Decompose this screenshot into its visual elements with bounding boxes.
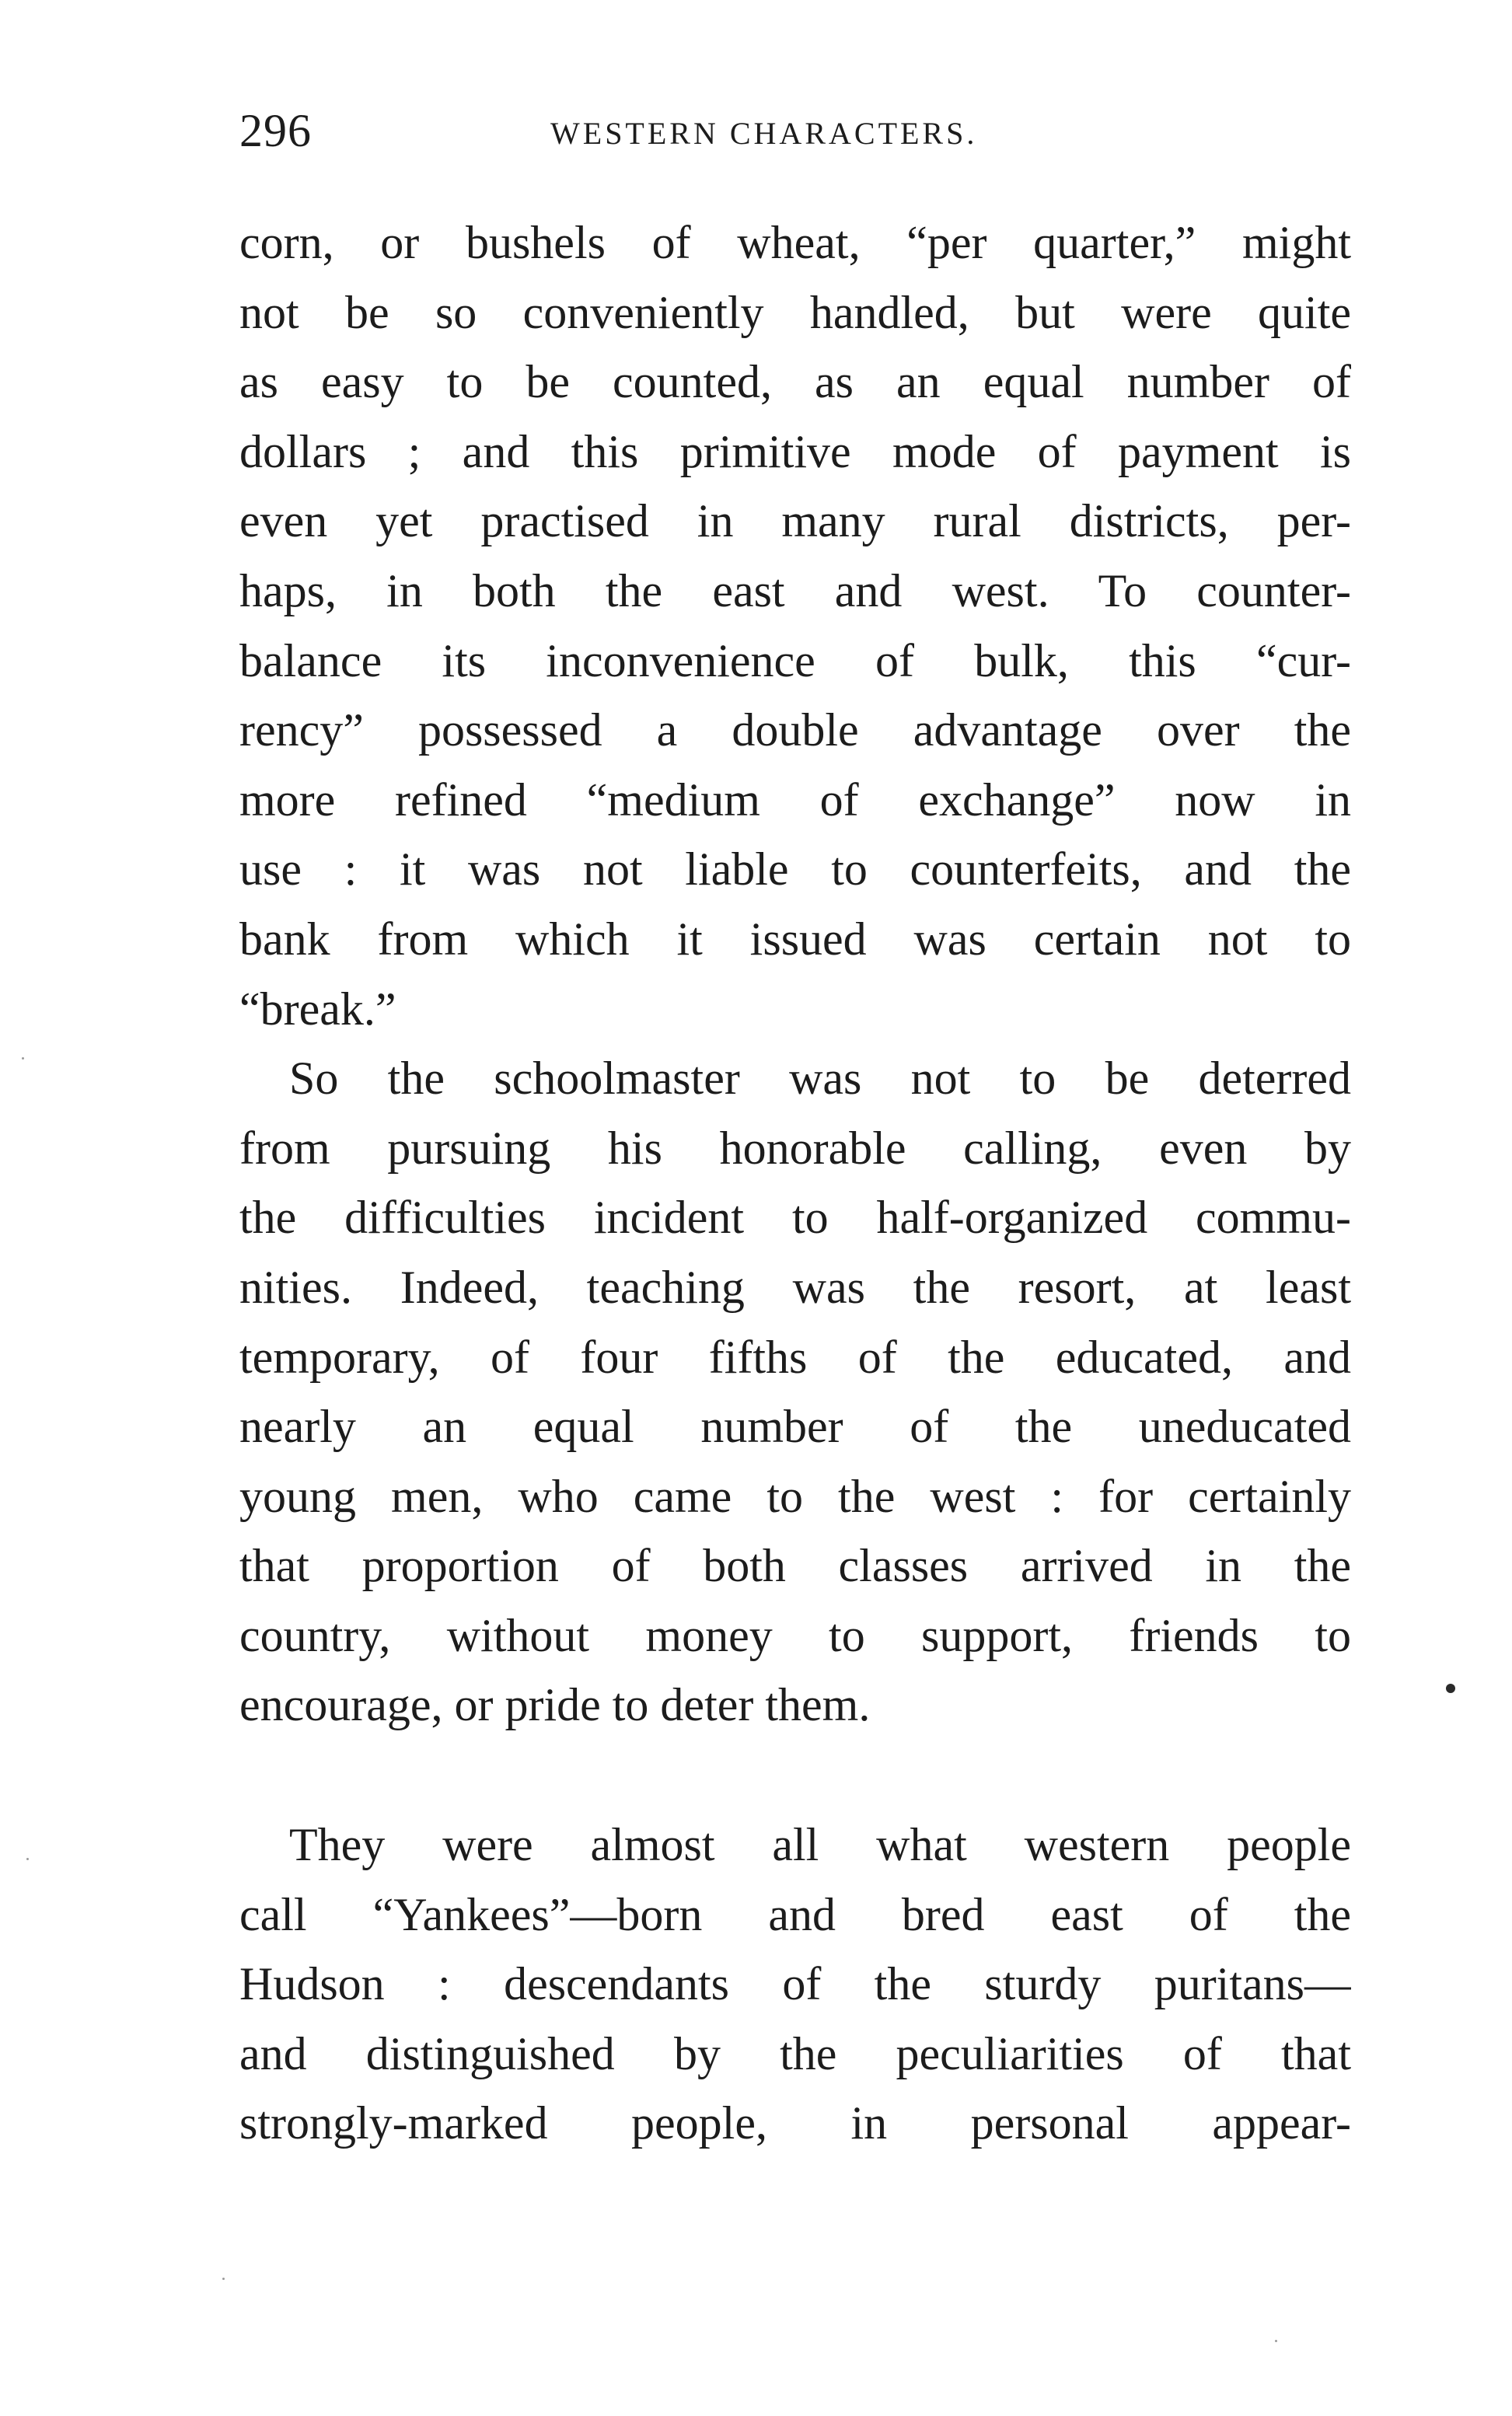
text-line: corn, or bushels of wheat, “per quarter,” might	[239, 217, 1351, 268]
section-gap	[239, 1740, 1351, 1810]
paragraph-3	[239, 1810, 1351, 2159]
text-line: Hudson : descendants of the sturdy puritans—	[239, 1958, 1351, 2010]
ink-dot	[1446, 1684, 1455, 1693]
text-line: rency” possessed a double advantage over the	[239, 704, 1351, 756]
paper-speck	[1275, 2340, 1277, 2342]
text-line: not be so conveniently handled, but were quite	[239, 286, 1351, 338]
text-line: encourage, or pride to deter them.	[239, 1679, 871, 1731]
running-title: WESTERN CHARACTERS.	[550, 116, 978, 151]
text-line: and distinguished by the peculiarities of that	[239, 2027, 1351, 2079]
text-line: dollars ; and this primitive mode of payment is	[239, 425, 1351, 477]
text-line: even yet practised in many rural districts, per-	[239, 495, 1351, 547]
text-line: nities. Indeed, teaching was the resort, at least	[239, 1261, 1351, 1313]
text-line: temporary, of four fifths of the educated, and	[239, 1331, 1351, 1383]
text-line: bank from which it issued was certain not to	[239, 913, 1351, 965]
body-text	[239, 208, 1351, 2159]
text-line: strongly-marked people, in personal appear-	[239, 2097, 1351, 2149]
paper-speck	[22, 1057, 24, 1060]
text-line: as easy to be counted, as an equal number of	[239, 356, 1351, 408]
text-line: balance its inconvenience of bulk, this “cur-	[239, 634, 1351, 686]
text-line: “break.”	[239, 983, 396, 1035]
text-line: country, without money to support, friends to	[239, 1609, 1351, 1661]
paragraph-1	[239, 208, 1351, 1044]
text-line: that proportion of both classes arrived in the	[239, 1540, 1351, 1592]
text-line: call “Yankees”—born and bred east of the	[239, 1888, 1351, 1940]
paper-speck	[26, 1858, 29, 1860]
text-line: young men, who came to the west : for certainly	[239, 1470, 1351, 1522]
text-line: from pursuing his honorable calling, even by	[239, 1122, 1351, 1174]
text-line: more refined “medium of exchange” now in	[239, 773, 1351, 826]
text-line: use : it was not liable to counterfeits, and the	[239, 843, 1351, 896]
text-line: haps, in both the east and west. To counter-	[239, 564, 1351, 616]
paper-speck	[222, 2278, 225, 2280]
running-head	[239, 100, 1343, 169]
text-line: the difficulties incident to half-organized commu-	[239, 1192, 1351, 1244]
text-line: nearly an equal number of the uneducated	[239, 1401, 1351, 1453]
text-line: They were almost all what western people	[289, 1819, 1351, 1871]
page-number: 296	[239, 105, 312, 156]
paragraph-2	[239, 1044, 1351, 1740]
text-line: So the schoolmaster was not to be deterred	[289, 1053, 1351, 1105]
